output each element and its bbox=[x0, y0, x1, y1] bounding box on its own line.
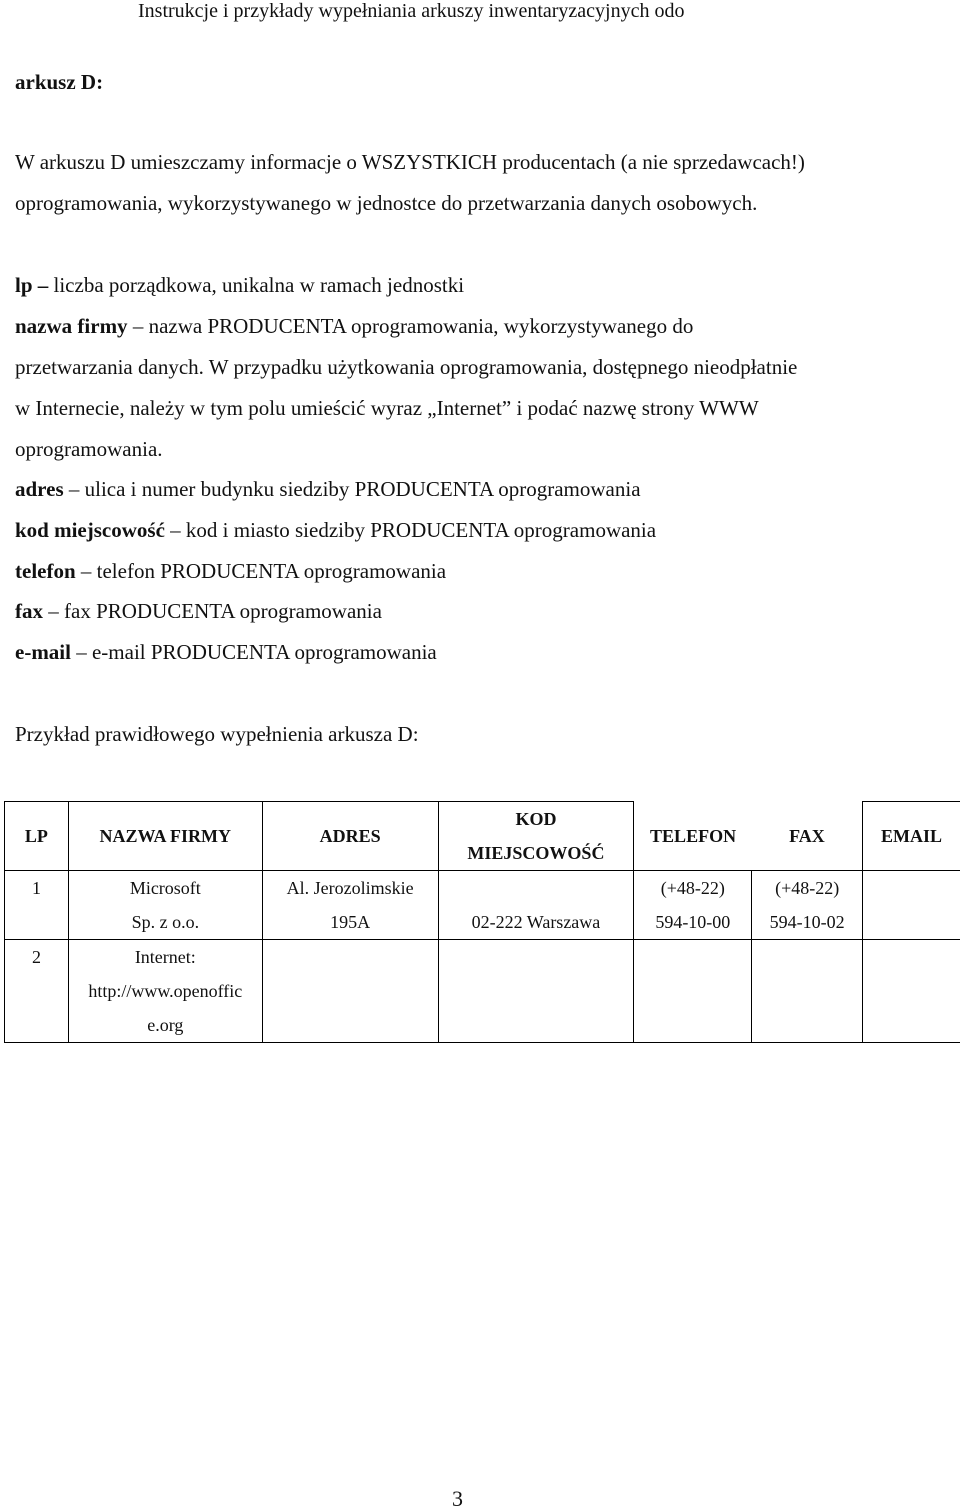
cell-adres bbox=[262, 940, 438, 1043]
definition-text: – telefon PRODUCENTA oprogramowania bbox=[75, 559, 447, 583]
cell-line: http://www.openoffic bbox=[88, 981, 243, 1001]
cell-telefon bbox=[634, 940, 752, 1043]
definition-text: – e-mail PRODUCENTA oprogramowania bbox=[70, 640, 437, 664]
definition-term: kod miejscowość bbox=[15, 518, 165, 542]
cell-line: 195A bbox=[330, 912, 371, 932]
definition-term: nazwa firmy bbox=[15, 314, 128, 338]
cell-line: 594-10-02 bbox=[769, 912, 845, 932]
cell-kod: 02-222 Warszawa bbox=[438, 871, 634, 940]
cell-line: Al. Jerozolimskie bbox=[286, 878, 414, 898]
definition-email bbox=[15, 640, 437, 665]
definition-term: telefon bbox=[15, 559, 76, 583]
cell-email bbox=[863, 940, 960, 1043]
definition-text: przetwarzania danych. W przypadku użytkowania oprogramowania, dostępnego nieodpłatnie bbox=[15, 355, 798, 379]
cell-fax bbox=[752, 940, 863, 1043]
page-number: 3 bbox=[452, 1486, 463, 1511]
column-header-nazwa: NAZWA FIRMY bbox=[68, 802, 262, 871]
cell-line: (+48-22) bbox=[660, 878, 725, 898]
page-header: Instrukcje i przykłady wypełniania arkuszy inwentaryzacyjnych odo bbox=[138, 0, 685, 22]
cell-line: Microsoft bbox=[129, 878, 201, 898]
example-title: Przykład prawidłowego wypełnienia arkusza D: bbox=[15, 722, 419, 746]
section-title: arkusz D: bbox=[15, 70, 104, 94]
table-row bbox=[5, 871, 960, 940]
column-header-fax: FAX bbox=[789, 825, 825, 846]
definition-lp bbox=[15, 273, 464, 298]
column-header-lp: LP bbox=[5, 802, 69, 871]
definition-nazwa bbox=[15, 314, 693, 339]
cell-kod bbox=[438, 940, 634, 1043]
cell-line: e.org bbox=[147, 1015, 184, 1035]
definition-text: – fax PRODUCENTA oprogramowania bbox=[43, 599, 382, 623]
cell-line: Sp. z o.o. bbox=[131, 912, 200, 932]
intro-line: W arkuszu D umieszczamy informacje o WSZYSTKICH producentach (a nie sprzedawcach!) bbox=[15, 150, 805, 174]
column-header-kod bbox=[438, 802, 634, 871]
column-header-email: EMAIL bbox=[863, 802, 960, 871]
table-row bbox=[5, 940, 960, 1043]
definition-term: lp – bbox=[15, 273, 49, 297]
definition-text: – ulica i numer budynku siedziby PRODUCENTA oprogramowania bbox=[63, 477, 641, 501]
cell-nazwa bbox=[68, 940, 262, 1043]
definition-term: adres bbox=[15, 477, 64, 501]
cell-lp: 1 bbox=[5, 871, 69, 940]
definition-fax bbox=[15, 599, 382, 624]
cell-nazwa bbox=[68, 871, 262, 940]
definition-text: oprogramowania. bbox=[15, 437, 163, 461]
cell-email bbox=[863, 871, 960, 940]
cell-line: (+48-22) bbox=[775, 878, 840, 898]
column-header-adres: ADRES bbox=[262, 802, 438, 871]
definition-text: w Internecie, należy w tym polu umieścić wyraz „Internet” i podać nazwę strony WWW bbox=[15, 396, 759, 420]
intro-line: oprogramowania, wykorzystywanego w jednostce do przetwarzania danych osobowych. bbox=[15, 191, 758, 215]
producers-table bbox=[4, 801, 960, 1043]
definition-adres bbox=[15, 477, 641, 502]
header-line: MIEJSCOWOŚĆ bbox=[467, 843, 605, 863]
cell-line: 594-10-00 bbox=[655, 912, 731, 932]
header-line: KOD bbox=[515, 809, 557, 829]
definition-text: liczba porządkowa, unikalna w ramach jednostki bbox=[48, 273, 465, 297]
definition-term: fax bbox=[15, 599, 43, 623]
definition-term: e-mail bbox=[15, 640, 71, 664]
definition-telefon bbox=[15, 559, 446, 584]
cell-lp: 2 bbox=[5, 940, 69, 1043]
cell-line: Internet: bbox=[134, 947, 196, 967]
cell-fax bbox=[752, 871, 863, 940]
column-header-telefon: TELEFON bbox=[650, 825, 737, 846]
cell-adres bbox=[262, 871, 438, 940]
definition-text: – kod i miasto siedziby PRODUCENTA oprogramowania bbox=[164, 518, 657, 542]
cell-telefon bbox=[634, 871, 752, 940]
definition-text: – nazwa PRODUCENTA oprogramowania, wykorzystywanego do bbox=[127, 314, 694, 338]
table-header-row bbox=[5, 802, 960, 871]
definition-kod bbox=[15, 518, 656, 543]
